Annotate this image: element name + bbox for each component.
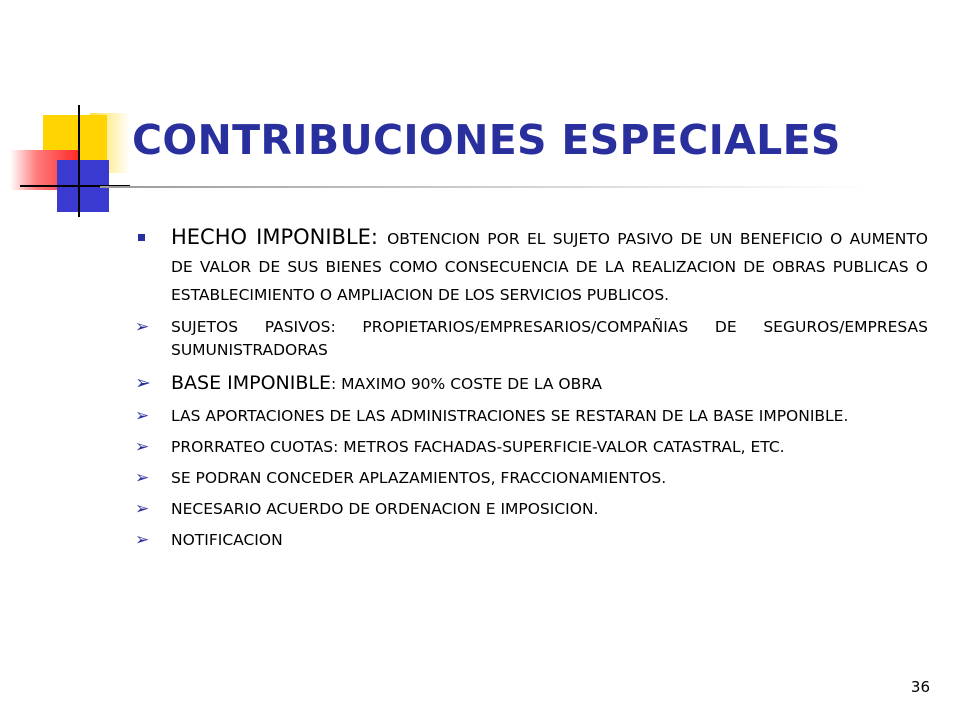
- item-text: SE PODRAN CONCEDER APLAZAMIENTOS, FRACCIONAMIENTOS.: [171, 469, 667, 487]
- list-item-aplazamientos: [135, 467, 928, 490]
- item-body: OBTENCION POR EL SUJETO PASIVO DE UN BENEFICIO O AUMENTO DE VALOR DE SUS BIENES COMO CONSECUENCIA DE LA REALIZACION DE OBRAS PUBLICAS O ESTABLECIMIENTO O AMPLIACION DE LOS SERVICIOS PUBLICOS.: [171, 230, 929, 304]
- vertical-line: [78, 105, 80, 217]
- item-text: SUJETOS PASIVOS: PROPIETARIOS/EMPRESARIOS/COMPAÑIAS DE SEGUROS/EMPRESAS SUMUNISTRADORAS: [171, 318, 928, 359]
- list-item-aportaciones: [135, 405, 928, 428]
- arrowhead-bullet-icon: ➢: [135, 437, 150, 457]
- list-item-sujetos-pasivos: [135, 316, 928, 362]
- slide-title: CONTRIBUCIONES ESPECIALES: [132, 116, 841, 164]
- list-item-prorrateo: [135, 436, 928, 459]
- arrowhead-bullet-icon: ➢: [135, 530, 150, 550]
- list-item-notificacion: [135, 529, 928, 552]
- slide-logo-decoration: [0, 0, 140, 230]
- item-body: : MAXIMO 90% COSTE DE LA OBRA: [331, 375, 603, 393]
- arrowhead-bullet-icon: ➢: [135, 317, 150, 337]
- arrowhead-bullet-icon: ➢: [135, 372, 151, 394]
- title-underline: [100, 186, 870, 188]
- item-text: NECESARIO ACUERDO DE ORDENACION E IMPOSICION.: [171, 500, 599, 518]
- page-number: 36: [910, 678, 930, 696]
- bullet-list: [135, 224, 928, 560]
- list-item-base-imponible: [135, 370, 928, 397]
- arrowhead-bullet-icon: ➢: [135, 406, 150, 426]
- arrowhead-bullet-icon: ➢: [135, 468, 150, 488]
- list-item-hecho-imponible: [135, 224, 928, 308]
- square-bullet-icon: [138, 234, 145, 241]
- arrowhead-bullet-icon: ➢: [135, 499, 150, 519]
- item-heading: BASE IMPONIBLE: [171, 372, 331, 394]
- list-item-acuerdo: [135, 498, 928, 521]
- item-text: LAS APORTACIONES DE LAS ADMINISTRACIONES SE RESTARAN DE LA BASE IMPONIBLE.: [171, 407, 849, 425]
- item-heading: HECHO IMPONIBLE:: [171, 225, 378, 249]
- item-text: PRORRATEO CUOTAS: METROS FACHADAS-SUPERFICIE-VALOR CATASTRAL, ETC.: [171, 438, 785, 456]
- item-text: NOTIFICACION: [171, 531, 283, 549]
